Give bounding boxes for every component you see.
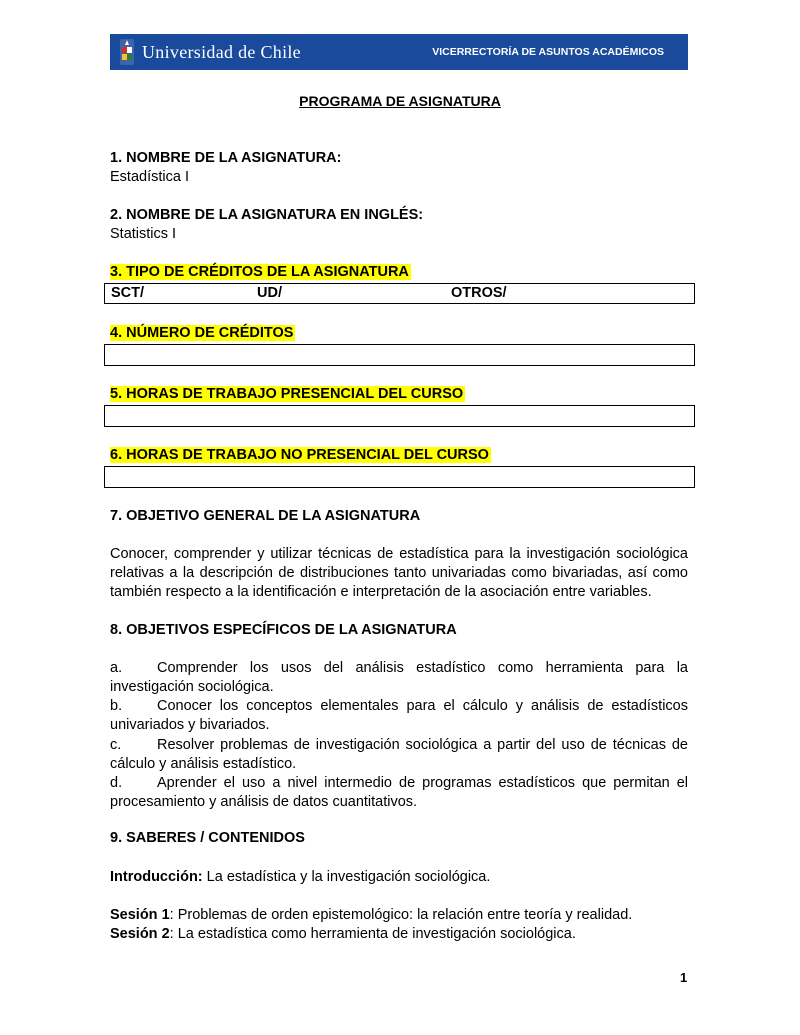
- objective-item-d: [110, 774, 688, 812]
- item-text: Resolver problemas de investigación sociológica a partir del uso de técnicas de cálculo y análisis estadístico.: [110, 737, 688, 773]
- section7-heading: 7. OBJETIVO GENERAL DE LA ASIGNATURA: [110, 508, 421, 524]
- session-line: [110, 926, 576, 942]
- non-presential-hours-box: [104, 466, 695, 488]
- university-name: Universidad de Chile: [142, 42, 301, 62]
- section6-heading: 6. HORAS DE TRABAJO NO PRESENCIAL DEL CURSO: [110, 447, 489, 463]
- section1-heading: 1. NOMBRE DE LA ASIGNATURA:: [110, 150, 342, 166]
- item-letter: d.: [110, 775, 123, 791]
- university-crest-icon: [118, 37, 136, 67]
- section2-heading: 2. NOMBRE DE LA ASIGNATURA EN INGLÉS:: [110, 207, 424, 223]
- objective-item-b: [110, 697, 688, 735]
- header-banner: [110, 34, 688, 70]
- page-number: 1: [680, 970, 688, 985]
- document-title: PROGRAMA DE ASIGNATURA: [299, 93, 501, 109]
- section1-value: Estadística I: [110, 169, 189, 185]
- session-line: [110, 907, 632, 923]
- item-text: Aprender el uso a nivel intermedio de programas estadísticos que permitan el procesamiento y análisis de datos cuantitativos.: [110, 775, 688, 811]
- item-letter: a.: [110, 660, 123, 676]
- item-text: Comprender los usos del análisis estadístico como herramienta para la investigación sociológica.: [110, 660, 688, 696]
- session-text: : La estadística como herramienta de investigación sociológica.: [169, 926, 576, 942]
- section3-heading: 3. TIPO DE CRÉDITOS DE LA ASIGNATURA: [110, 264, 409, 280]
- intro-line: [110, 869, 490, 885]
- item-text: Conocer los conceptos elementales para el cálculo y análisis de estadísticos univariados y bivariados.: [110, 698, 688, 734]
- intro-text: La estadística y la investigación sociológica.: [202, 869, 491, 885]
- sct-label: SCT/: [111, 285, 145, 301]
- section8-heading: 8. OBJETIVOS ESPECÍFICOS DE LA ASIGNATURA: [110, 622, 457, 638]
- session-label: Sesión 2: [110, 926, 170, 942]
- objective-item-c: [110, 736, 688, 774]
- intro-label: Introducción:: [110, 869, 203, 885]
- session-text: : Problemas de orden epistemológico: la relación entre teoría y realidad.: [169, 907, 633, 923]
- objective-item-a: [110, 659, 688, 697]
- item-letter: c.: [110, 737, 122, 753]
- credits-type-box: [104, 283, 695, 304]
- general-objective-text: Conocer, comprender y utilizar técnicas de estadística para la investigación sociológica relativas a la descripción de distribuciones tanto univariadas como bivariadas, así como también respecto a la identificación e interpretación de la asociación entre variables.: [110, 546, 688, 601]
- item-letter: b.: [110, 698, 123, 714]
- presential-hours-box: [104, 405, 695, 427]
- otros-label: OTROS/: [451, 285, 507, 301]
- session-label: Sesión 1: [110, 907, 170, 923]
- section9-heading: 9. SABERES / CONTENIDOS: [110, 830, 305, 846]
- section4-heading: 4. NÚMERO DE CRÉDITOS: [110, 325, 294, 341]
- section2-value: Statistics I: [110, 226, 177, 242]
- vicerrectoria-label: VICERRECTORÍA DE ASUNTOS ACADÉMICOS: [432, 46, 664, 58]
- ud-label: UD/: [257, 285, 282, 301]
- credits-number-box: [104, 344, 695, 366]
- section5-heading: 5. HORAS DE TRABAJO PRESENCIAL DEL CURSO: [110, 386, 464, 402]
